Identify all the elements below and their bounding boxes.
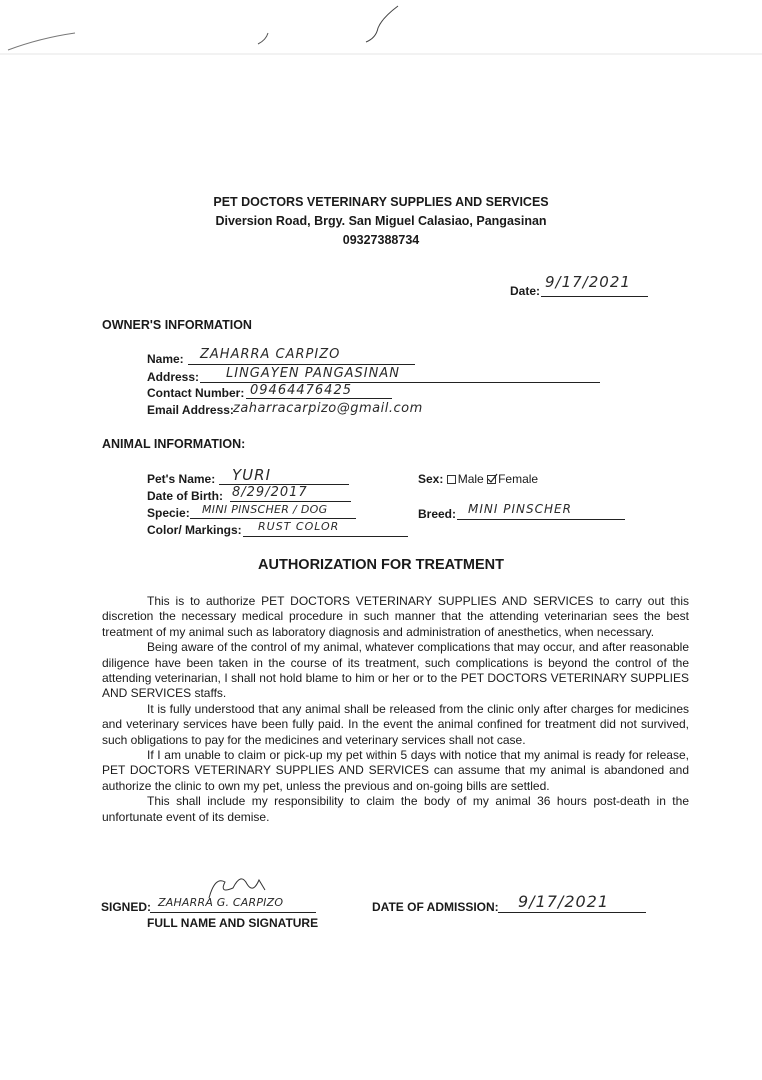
date-value: 9/17/2021 bbox=[545, 273, 631, 291]
signed-label: SIGNED: bbox=[101, 900, 152, 914]
owner-email-value: zaharracarpizo@gmail.com bbox=[233, 401, 423, 416]
owner-section-title: OWNER'S INFORMATION bbox=[102, 318, 252, 332]
owner-name-value: ZAHARRA CARPIZO bbox=[200, 347, 341, 362]
female-checkbox[interactable] bbox=[487, 475, 496, 484]
owner-contact-label: Contact Number: bbox=[147, 386, 245, 400]
breed-line bbox=[457, 519, 625, 520]
male-label: Male bbox=[457, 472, 484, 486]
male-checkbox[interactable] bbox=[447, 475, 456, 484]
company-phone: 09327388734 bbox=[342, 233, 420, 247]
signed-value: ZAHARRA G. CARPIZO bbox=[158, 896, 284, 909]
pet-name-label: Pet's Name: bbox=[147, 472, 216, 486]
color-line bbox=[243, 536, 408, 537]
female-label: Female bbox=[498, 472, 539, 486]
owner-contact-value: 09464476425 bbox=[250, 383, 352, 398]
owner-address-value: LINGAYEN PANGASINAN bbox=[226, 366, 400, 381]
authorization-paragraph: This shall include my responsibility to claim the body of my animal 36 hours post-death in the unfortunate event of its demise. bbox=[102, 794, 689, 824]
dob-line bbox=[230, 501, 351, 502]
sex-field bbox=[418, 472, 538, 486]
sex-label: Sex: bbox=[418, 472, 444, 486]
specie-label: Specie: bbox=[147, 506, 190, 520]
scan-marks bbox=[0, 0, 762, 60]
pet-name-value: YURI bbox=[232, 466, 271, 484]
authorization-body bbox=[102, 594, 689, 825]
color-label: Color/ Markings: bbox=[147, 523, 242, 537]
specie-value: MINI PINSCHER / DOG bbox=[202, 503, 328, 516]
dob-label: Date of Birth: bbox=[147, 489, 223, 503]
breed-value: MINI PINSCHER bbox=[468, 502, 572, 516]
authorization-paragraph: If I am unable to claim or pick-up my pet within 5 days with notice that my animal is ready for release, PET DOCTORS VETERINARY SUPPLIES AND SERVICES can assume that my animal is abandoned and authorize the clinic to own my pet, unless the previous and on-going bills are settled. bbox=[102, 748, 689, 793]
company-address: Diversion Road, Brgy. San Miguel Calasiao, Pangasinan bbox=[215, 214, 547, 228]
authorization-paragraph: Being aware of the control of my animal, whatever complications that may occur, and after reasonable diligence have been taken in the course of its treatment, such complications is beyond the control of the attending veterinarian, I shall not hold blame to him or her or to the PET DOCTORS VETERINARY SUPPLIES AND SERVICES staffs. bbox=[102, 640, 689, 701]
owner-address-label: Address: bbox=[147, 370, 200, 384]
company-name: PET DOCTORS VETERINARY SUPPLIES AND SERVICES bbox=[213, 195, 549, 209]
animal-section-title: ANIMAL INFORMATION: bbox=[102, 437, 246, 451]
breed-label: Breed: bbox=[418, 507, 457, 521]
authorization-paragraph: It is fully understood that any animal shall be released from the clinic only after charges for medicines and veterinary services have been fully paid. In the event the animal confined for treatment did not survived, such obligations to pay for the medicines and veterinary services shall not case. bbox=[102, 701, 689, 747]
date-line bbox=[541, 296, 648, 297]
signed-line bbox=[150, 912, 316, 913]
owner-email-label: Email Address: bbox=[147, 403, 234, 417]
owner-contact-line bbox=[246, 398, 392, 399]
color-value: RUST COLOR bbox=[258, 520, 340, 533]
authorization-title: AUTHORIZATION FOR TREATMENT bbox=[258, 557, 504, 573]
authorization-paragraph: This is to authorize PET DOCTORS VETERINARY SUPPLIES AND SERVICES to carry out this discretion the necessary medical procedure in such manner that the attending veterinarian sees the best treatment of my animal such as laboratory diagnosis and administration of anesthetics, when necessary. bbox=[102, 594, 689, 639]
specie-line bbox=[190, 518, 356, 519]
admission-line bbox=[498, 912, 646, 913]
admission-label: DATE OF ADMISSION: bbox=[372, 900, 499, 914]
admission-value: 9/17/2021 bbox=[518, 892, 610, 911]
dob-value: 8/29/2017 bbox=[232, 485, 308, 500]
owner-name-line bbox=[188, 364, 415, 365]
owner-name-label: Name: bbox=[147, 352, 184, 366]
signature-caption: FULL NAME AND SIGNATURE bbox=[147, 916, 319, 930]
date-label: Date: bbox=[510, 284, 541, 298]
